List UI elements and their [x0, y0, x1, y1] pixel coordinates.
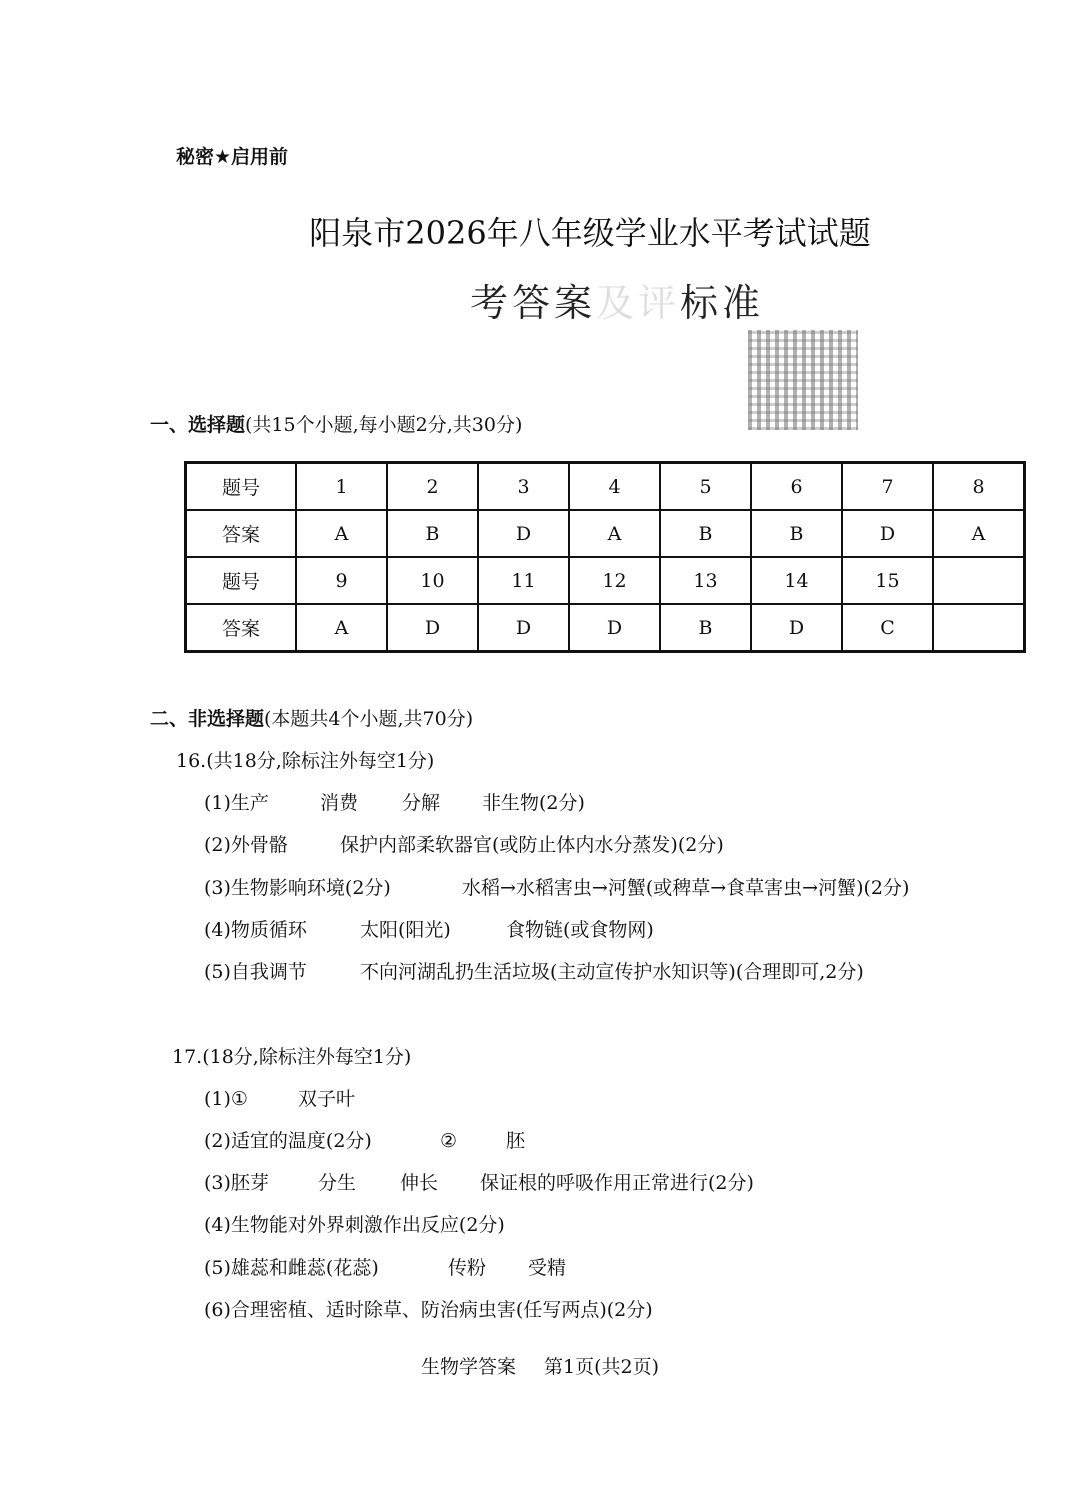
- answer-item: 胚: [506, 1130, 526, 1152]
- page-footer: [0, 1352, 1080, 1379]
- answer-item: (6)合理密植、适时除草、防治病虫害(任写两点)(2分): [204, 1299, 653, 1321]
- table-cell: 1: [296, 463, 387, 511]
- table-cell: 14: [751, 557, 842, 604]
- table-cell: B: [660, 510, 751, 557]
- table-cell: D: [751, 604, 842, 652]
- table-header-cell: 题号: [186, 463, 297, 511]
- table-cell: B: [660, 604, 751, 652]
- answer-item: 受精: [528, 1257, 567, 1279]
- answer-item: (2)外骨骼: [204, 834, 288, 856]
- answer-item: 保护内部柔软器官(或防止体内水分蒸发)(2分): [340, 834, 724, 856]
- table-cell: 10: [387, 557, 478, 604]
- table-cell: D: [842, 510, 933, 557]
- table-cell: D: [478, 510, 569, 557]
- table-cell: B: [387, 510, 478, 557]
- answer-item: 非生物(2分): [482, 792, 585, 814]
- answer-item: (3)生物影响环境(2分): [204, 877, 391, 899]
- answer-item: ②: [440, 1130, 458, 1152]
- table-cell: 15: [842, 557, 933, 604]
- table-header-cell: 答案: [186, 604, 297, 652]
- table-header-cell: 题号: [186, 557, 297, 604]
- answer-item: (2)适宜的温度(2分): [204, 1130, 372, 1152]
- table-cell: 7: [842, 463, 933, 511]
- footer-page-number: 第1页(共2页): [544, 1356, 660, 1378]
- table-cell: 8: [933, 463, 1025, 511]
- subtitle-part-1: 考答案: [470, 281, 597, 325]
- answer-item: 太阳(阳光): [360, 919, 451, 941]
- subtitle-part-2: 及评: [596, 281, 681, 325]
- q17-line-3: [204, 1168, 754, 1195]
- answer-table: [184, 461, 1026, 653]
- subtitle-part-3: 标准: [680, 281, 765, 325]
- table-cell: D: [569, 604, 660, 652]
- q16-line-3: [204, 873, 909, 900]
- table-cell: 11: [478, 557, 569, 604]
- answer-item: 不向河湖乱扔生活垃圾(主动宣传护水知识等)(合理即可,2分): [360, 961, 864, 983]
- table-row: [186, 510, 1025, 557]
- footer-subject: 生物学答案: [420, 1356, 516, 1378]
- table-cell: 5: [660, 463, 751, 511]
- answer-item: 食物链(或食物网): [506, 919, 654, 941]
- answer-item: 保证根的呼吸作用正常进行(2分): [480, 1172, 754, 1194]
- q17-line-5: [204, 1253, 566, 1280]
- answer-item: (1)①: [204, 1088, 248, 1110]
- answer-item: (4)物质循环: [204, 919, 307, 941]
- table-cell: 3: [478, 463, 569, 511]
- table-cell: B: [751, 510, 842, 557]
- answer-item: (5)自我调节: [204, 961, 307, 983]
- q16-line-4: [204, 915, 654, 942]
- q16-line-2: [204, 830, 724, 857]
- answer-item: 传粉: [448, 1257, 487, 1279]
- table-row: [186, 604, 1025, 652]
- table-cell: A: [569, 510, 660, 557]
- table-cell: A: [296, 604, 387, 652]
- answer-item: (4)生物能对外界刺激作出反应(2分): [204, 1214, 505, 1236]
- answer-item: 双子叶: [298, 1088, 356, 1110]
- q17-heading: 17.(18分,除标注外每空1分): [172, 1046, 412, 1068]
- table-cell: D: [387, 604, 478, 652]
- answer-item: 分生: [318, 1172, 357, 1194]
- answer-item: (1)生产: [204, 792, 269, 814]
- answer-key-subtitle: [470, 272, 764, 327]
- qr-code: [748, 330, 858, 430]
- section1-heading: 一、选择题(共15个小题,每小题2分,共30分): [150, 414, 523, 436]
- table-cell: 6: [751, 463, 842, 511]
- table-cell: C: [842, 604, 933, 652]
- table-cell: 9: [296, 557, 387, 604]
- answer-item: 水稻→水稻害虫→河蟹(或稗草→食草害虫→河蟹)(2分): [462, 877, 910, 899]
- table-cell: 13: [660, 557, 751, 604]
- exam-title: 阳泉市2026年八年级学业水平考试试题: [309, 214, 871, 252]
- table-cell: 12: [569, 557, 660, 604]
- q17-line-2: [204, 1126, 525, 1153]
- table-cell: A: [296, 510, 387, 557]
- q17-line-4: [204, 1210, 505, 1237]
- q17-line-1: [204, 1084, 355, 1111]
- table-cell: [933, 604, 1025, 652]
- answer-item: (3)胚芽: [204, 1172, 269, 1194]
- answer-item: 消费: [320, 792, 359, 814]
- confidential-mark: 秘密★启用前: [176, 146, 289, 168]
- q16-line-1: [204, 788, 585, 815]
- q17-line-6: [204, 1295, 653, 1322]
- table-row: [186, 557, 1025, 604]
- answer-item: 分解: [402, 792, 441, 814]
- table-cell: [933, 557, 1025, 604]
- q16-line-5: [204, 957, 864, 984]
- table-header-cell: 答案: [186, 510, 297, 557]
- table-row: [186, 463, 1025, 511]
- q16-heading: 16.(共18分,除标注外每空1分): [176, 750, 435, 772]
- answer-item: 伸长: [400, 1172, 439, 1194]
- table-cell: 2: [387, 463, 478, 511]
- table-cell: A: [933, 510, 1025, 557]
- answer-item: (5)雄蕊和雌蕊(花蕊): [204, 1257, 379, 1279]
- table-cell: 4: [569, 463, 660, 511]
- section2-heading: 二、非选择题(本题共4个小题,共70分): [150, 708, 474, 730]
- table-cell: D: [478, 604, 569, 652]
